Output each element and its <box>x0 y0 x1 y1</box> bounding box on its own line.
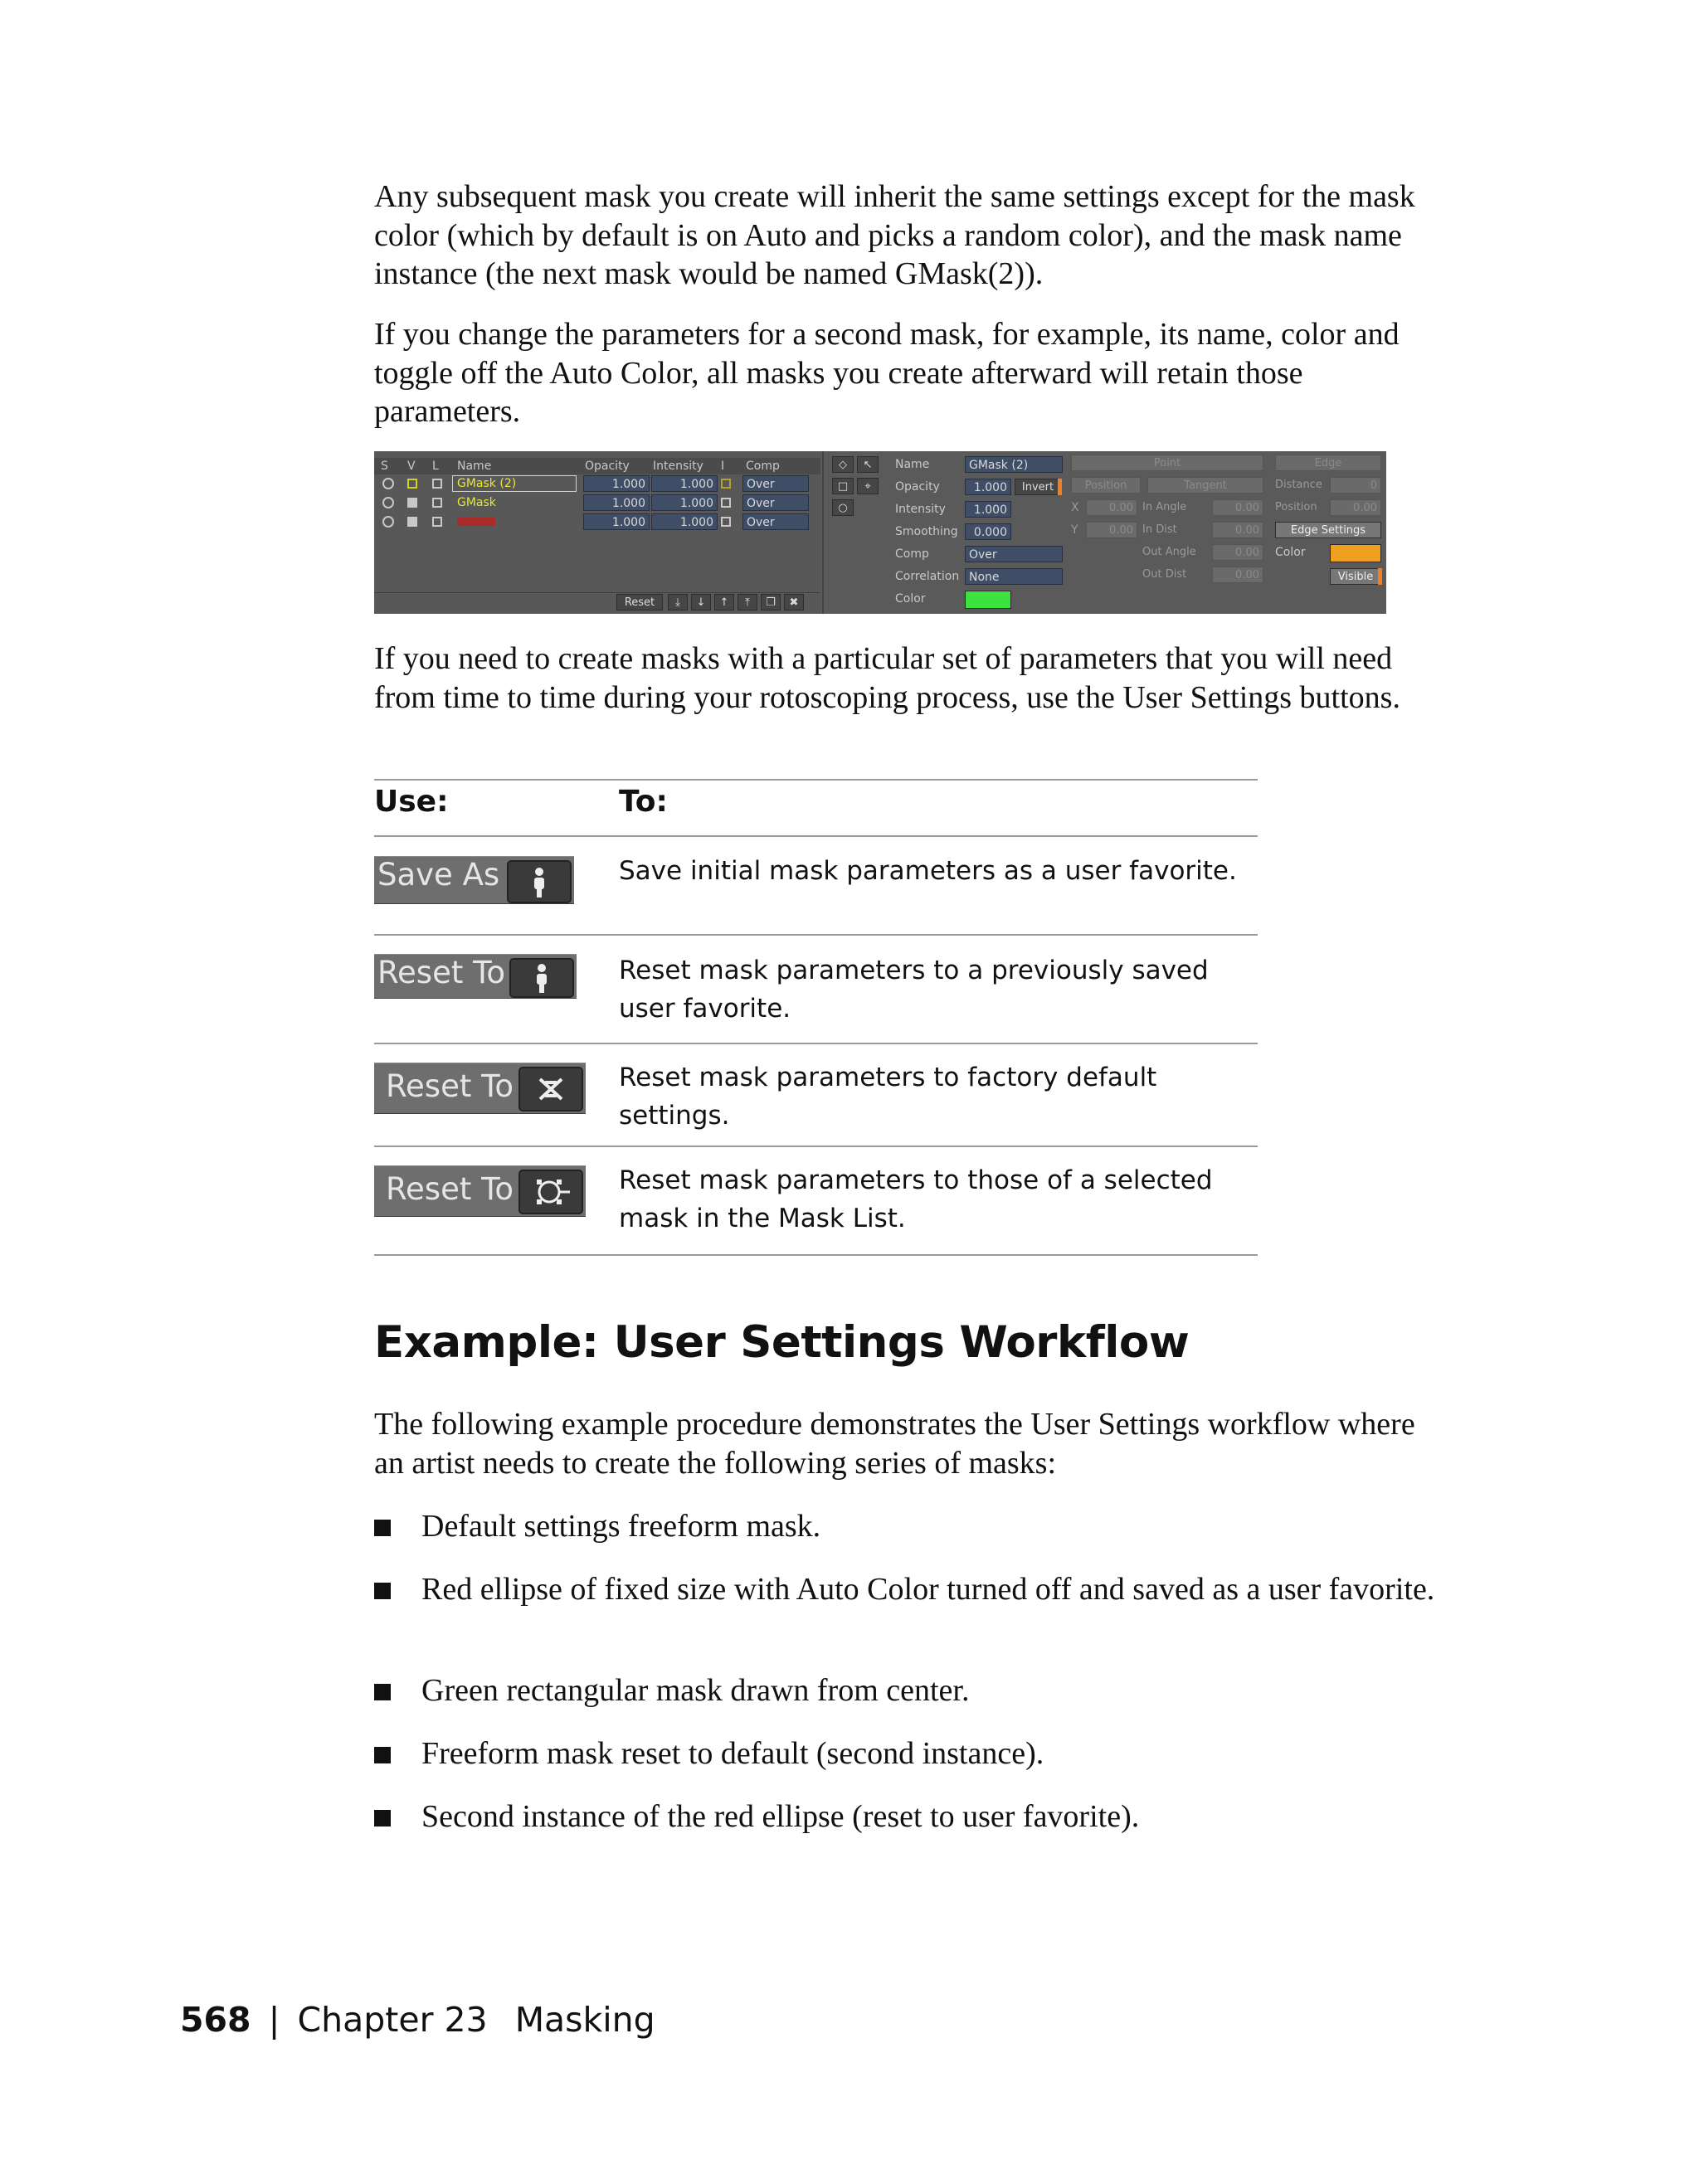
reset-to-selected-button-label: Reset To <box>386 1171 514 1207</box>
chapter-label: Chapter 23 <box>297 2000 488 2040</box>
edge-color-label: Color <box>1275 546 1306 559</box>
distance-field[interactable]: 0 <box>1330 477 1381 494</box>
mask-opacity[interactable]: 1.000 <box>583 513 650 530</box>
in-angle-field[interactable]: 0.00 <box>1212 499 1263 516</box>
list-item-text: Default settings freeform mask. <box>421 1509 821 1544</box>
page-number: 568 <box>180 2000 251 2040</box>
paragraph-change-parameters: If you change the parameters for a second mask, for example, its name, color and toggle off the Auto Color, all masks you create afterward will retain those parameters. <box>374 317 1400 429</box>
list-item-text: Green rectangular mask drawn from center. <box>421 1673 970 1708</box>
table-row-rule <box>374 934 1258 936</box>
table-row[interactable] <box>374 513 820 531</box>
paragraph-user-settings: If you need to create masks with a particular set of parameters that you will need from time to time during your rotoscoping process, use the User Settings buttons. <box>374 641 1400 715</box>
correlation-label: Correlation <box>895 570 960 583</box>
solo-toggle[interactable] <box>382 497 394 508</box>
color-label: Color <box>895 592 926 606</box>
correlation-field[interactable]: None <box>965 568 1063 585</box>
visible-toggle[interactable] <box>407 498 417 508</box>
reset-to-selected-button[interactable] <box>374 1165 586 1217</box>
out-dist-label: Out Dist <box>1142 568 1187 581</box>
table-row[interactable] <box>374 494 820 512</box>
mask-intensity[interactable]: 1.000 <box>651 475 718 492</box>
table-desc-reset-user: Reset mask parameters to a previously saved user favorite. <box>619 956 1209 1024</box>
chapter-title: Masking <box>514 2000 655 2040</box>
distance-label: Distance <box>1275 479 1322 491</box>
x-field[interactable]: 0.00 <box>1086 499 1137 516</box>
opacity-field[interactable]: 1.000 <box>965 479 1011 495</box>
move-bottom-icon[interactable]: ⤓ <box>668 594 688 610</box>
select-tool-icon[interactable]: ↖ <box>857 456 879 473</box>
move-down-icon[interactable]: ↓ <box>691 594 711 610</box>
intensity-label: Intensity <box>895 503 946 516</box>
solo-toggle[interactable] <box>382 478 394 489</box>
mask-list-rows <box>374 474 820 531</box>
table-row-rule <box>374 1043 1258 1044</box>
in-angle-label: In Angle <box>1142 501 1187 513</box>
selected-mask-icon <box>518 1170 583 1214</box>
user-icon <box>509 958 574 998</box>
col-header-name[interactable]: Name <box>457 460 492 473</box>
list-item-text: Red ellipse of fixed size with Auto Color turned off and saved as a user favorite. <box>421 1572 1435 1607</box>
reset-to-default-button[interactable] <box>374 1063 586 1114</box>
col-header-comp[interactable]: Comp <box>746 460 780 473</box>
table-desc-reset-selected: Reset mask parameters to those of a selected mask in the Mask List. <box>619 1165 1213 1233</box>
invert-toggle[interactable] <box>721 498 731 508</box>
col-header-opacity[interactable]: Opacity <box>585 460 630 473</box>
factory-default-icon <box>518 1067 583 1111</box>
invert-toggle[interactable] <box>721 517 731 527</box>
mask-intensity[interactable]: 1.000 <box>651 494 718 511</box>
lock-toggle[interactable] <box>432 498 442 508</box>
mask-opacity[interactable]: 1.000 <box>583 494 650 511</box>
duplicate-icon[interactable]: ❐ <box>761 594 781 610</box>
reset-to-default-button-label: Reset To <box>386 1068 514 1104</box>
point-header: Point <box>1071 455 1263 471</box>
intensity-field[interactable]: 1.000 <box>965 501 1011 518</box>
footer-separator: | <box>268 2000 280 2040</box>
transform-tool-icon[interactable]: ⌖ <box>857 478 879 494</box>
delete-icon[interactable]: ✖ <box>784 594 804 610</box>
out-angle-label: Out Angle <box>1142 546 1196 558</box>
move-top-icon[interactable]: ⤒ <box>738 594 757 610</box>
reset-to-user-button[interactable] <box>374 954 577 999</box>
col-header-l[interactable]: L <box>432 460 439 473</box>
table-top-rule <box>374 779 1258 781</box>
out-angle-field[interactable]: 0.00 <box>1212 544 1263 561</box>
smoothing-label: Smoothing <box>895 525 958 538</box>
col-header-i[interactable]: I <box>721 460 725 473</box>
opacity-label: Opacity <box>895 480 940 494</box>
edge-color-swatch[interactable] <box>1330 544 1381 562</box>
move-up-icon[interactable]: ↑ <box>714 594 734 610</box>
table-header-use: Use: <box>374 785 449 819</box>
edge-position-field[interactable]: 0.00 <box>1330 499 1381 516</box>
table-row[interactable] <box>374 474 820 493</box>
invert-button[interactable]: Invert <box>1015 479 1061 495</box>
mask-name-swatch <box>457 518 495 526</box>
user-icon <box>507 860 572 903</box>
col-header-intensity[interactable]: Intensity <box>653 460 703 473</box>
save-as-button-label: Save As <box>377 857 500 893</box>
position-button[interactable]: Position <box>1071 477 1141 494</box>
col-header-s[interactable]: S <box>381 460 388 473</box>
section-heading: Example: User Settings Workflow <box>374 1317 1190 1368</box>
list-item-text: Freeform mask reset to default (second instance). <box>421 1736 1044 1771</box>
page-footer <box>180 2000 655 2040</box>
name-label: Name <box>895 458 930 471</box>
paragraph-inherit-settings: Any subsequent mask you create will inherit the same settings except for the mask color (which by default is on Auto and picks a random color), and the mask name instance (the next mask would be named GMask(2)). <box>374 179 1415 291</box>
reset-to-user-button-label: Reset To <box>377 955 506 990</box>
lock-toggle[interactable] <box>432 517 442 527</box>
list-item-text: Second instance of the red ellipse (reset to user favorite). <box>421 1799 1140 1834</box>
lock-toggle[interactable] <box>432 479 442 489</box>
col-header-v[interactable]: V <box>407 460 416 473</box>
mask-comp[interactable]: Over <box>742 494 809 511</box>
table-header-rule <box>374 835 1258 837</box>
visible-button[interactable]: Visible <box>1330 568 1381 585</box>
bullet-icon <box>374 1583 391 1599</box>
mask-name: GMask (2) <box>457 477 517 490</box>
section-intro: The following example procedure demonstrates the User Settings workflow where an artist needs to create the following series of masks: <box>374 1407 1415 1481</box>
edge-settings-button[interactable]: Edge Settings <box>1275 522 1381 538</box>
out-dist-field[interactable]: 0.00 <box>1212 567 1263 583</box>
solo-toggle[interactable] <box>382 516 394 528</box>
in-dist-field[interactable]: 0.00 <box>1212 522 1263 538</box>
invert-toggle[interactable] <box>721 479 731 489</box>
table-header-to: To: <box>619 785 668 819</box>
edge-position-label: Position <box>1275 501 1317 513</box>
ellipse-tool-icon[interactable]: ○ <box>832 499 854 516</box>
smoothing-field[interactable]: 0.000 <box>965 523 1011 540</box>
mask-intensity[interactable]: 1.000 <box>651 513 718 530</box>
visible-toggle[interactable] <box>407 479 417 489</box>
comp-label: Comp <box>895 547 929 561</box>
mask-opacity[interactable]: 1.000 <box>583 475 650 492</box>
mask-list <box>374 451 820 614</box>
mask-comp[interactable]: Over <box>742 475 809 492</box>
bullet-icon <box>374 1810 391 1826</box>
name-field[interactable]: GMask (2) <box>965 456 1063 473</box>
x-label: X <box>1071 501 1079 514</box>
save-as-button[interactable] <box>374 856 574 904</box>
table-desc-save-as: Save initial mask parameters as a user favorite. <box>619 856 1237 886</box>
freeform-tool-icon[interactable]: ◇ <box>832 456 854 473</box>
visible-toggle[interactable] <box>407 517 417 527</box>
comp-field[interactable]: Over <box>965 546 1063 562</box>
bullet-icon <box>374 1520 391 1536</box>
bullet-icon <box>374 1747 391 1763</box>
tangent-button[interactable]: Tangent <box>1147 477 1263 494</box>
mask-name: GMask <box>457 496 496 509</box>
bullet-icon <box>374 1684 391 1700</box>
mask-comp[interactable]: Over <box>742 513 809 530</box>
y-label: Y <box>1071 523 1078 537</box>
mask-settings-panel <box>374 451 1386 614</box>
table-desc-reset-default: Reset mask parameters to factory default settings. <box>619 1063 1157 1131</box>
edge-header: Edge <box>1275 455 1381 471</box>
rectangle-tool-icon[interactable]: □ <box>832 478 854 494</box>
table-row-rule <box>374 1146 1258 1147</box>
color-swatch[interactable] <box>965 591 1011 609</box>
reset-button[interactable]: Reset <box>616 594 663 610</box>
y-field[interactable]: 0.00 <box>1086 522 1137 538</box>
in-dist-label: In Dist <box>1142 523 1177 536</box>
table-bottom-rule <box>374 1254 1258 1256</box>
